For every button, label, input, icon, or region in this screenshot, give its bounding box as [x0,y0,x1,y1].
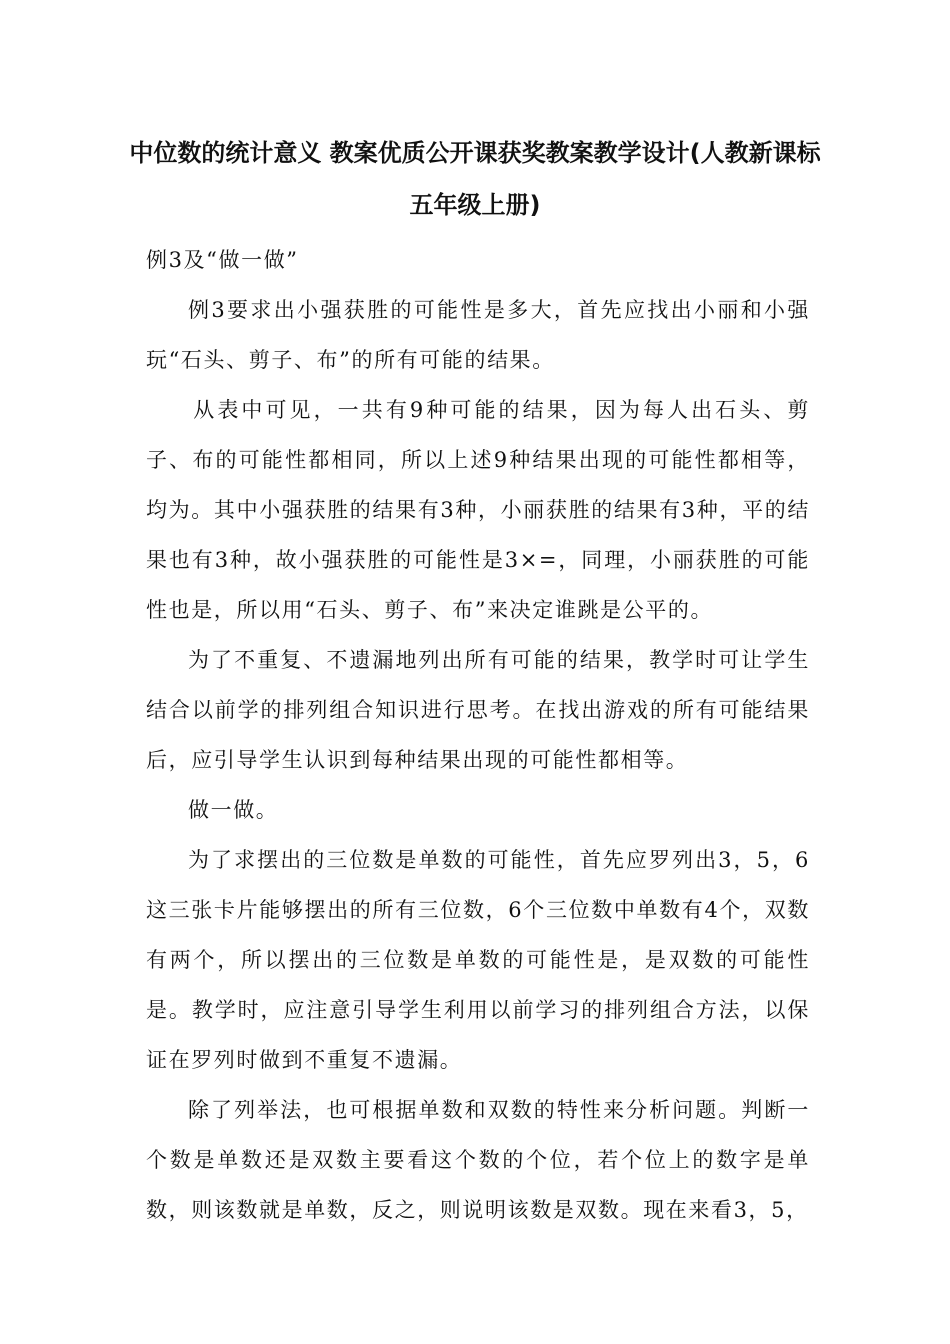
paragraph-do-it-heading: 做一做。 [188,798,279,822]
document-body [146,235,810,1235]
paragraph: 例3要求出小强获胜的可能性是多大，首先应找出小丽和小强玩“石头、剪子、布”的所有可能的结果。 [146,298,810,372]
document-title-line-2: 五年级上册) [409,191,541,219]
paragraph: 除了列举法，也可根据单数和双数的特性来分析问题。判断一个数是单数还是双数主要看这个数的个位，若个位上的数字是单数，则该数就是单数，反之，则说明该数是双数。现在来看3，5， [146,1098,810,1222]
paragraph: 从表中可见，一共有9种可能的结果，因为每人出石头、剪子、布的可能性都相同，所以上述9种结果出现的可能性都相等，均为。其中小强获胜的结果有3种，小丽获胜的结果有3种，平的结果也有3种，故小强获胜的可能性是3×=，同理，小丽获胜的可能性也是，所以用“石头、剪子、布”来决定谁跳是公平的。 [146,398,810,622]
paragraph: 为了不重复、不遗漏地列出所有可能的结果，教学时可让学生结合以前学的排列组合知识进行思考。在找出游戏的所有可能结果后，应引导学生认识到每种结果出现的可能性都相等。 [146,648,810,772]
paragraph-example-heading: 例3及“做一做” [146,248,299,272]
document-title-line-1: 中位数的统计意义 教案优质公开课获奖教案教学设计(人教新课标 [129,139,821,167]
paragraph: 为了求摆出的三位数是单数的可能性，首先应罗列出3，5，6这三张卡片能够摆出的所有三位数，6个三位数中单数有4个，双数有两个，所以摆出的三位数是单数的可能性是，是双数的可能性是。教学时，应注意引导学生利用以前学习的排列组合方法，以保证在罗列时做到不重复不遗漏。 [146,848,810,1072]
